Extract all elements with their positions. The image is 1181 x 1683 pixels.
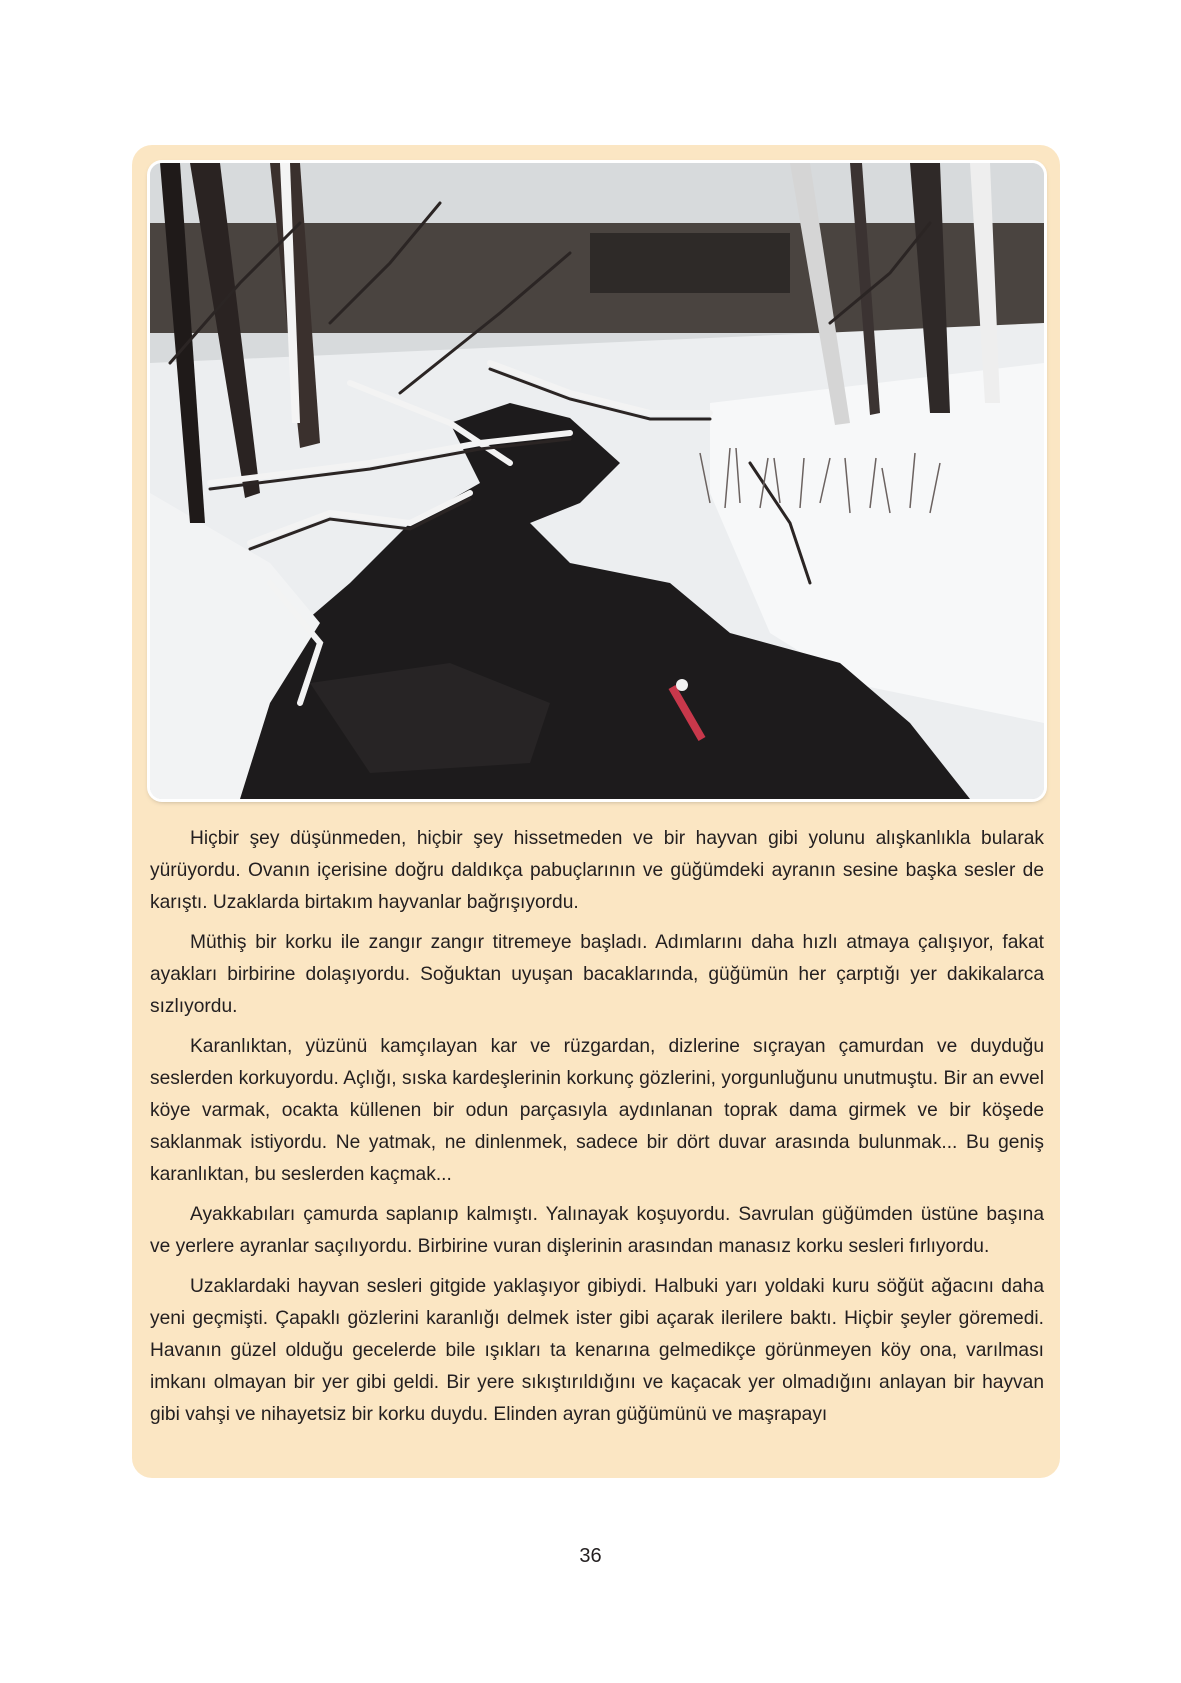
reading-panel [132, 145, 1060, 1478]
paragraph: Uzaklardaki hayvan sesleri gitgide yaklaşıyor gibiydi. Halbuki yarı yoldaki kuru söğüt ağacını daha yeni geçmişti. Çapaklı gözlerini karanlığı delmek ister gibi açarak ilerilere baktı. Hiçbir şeyler göremedi. Havanın güzel olduğu gecelerde bile ışıkları ta kenarına gelmedikçe görünmeyen köy ona, varılması imkanı olmayan bir yer gibi geldi. Bir yere sıkıştırıldığını ve kaçacak yer olmadığını anlayan bir hayvan gibi vahşi ve nihayetsiz bir korku duydu. Elinden ayran güğümünü ve maşrapayı [150, 1276, 1044, 1425]
winter-creek-image [150, 163, 1044, 799]
paragraph: Ayakkabıları çamurda saplanıp kalmıştı. Yalınayak koşuyordu. Savrulan güğümden üstüne başına ve yerlere ayranlar saçılıyordu. Birbirine vuran dişlerinin arasından manasız korku sesleri fırlıyordu. [150, 1204, 1044, 1257]
paragraph: Müthiş bir korku ile zangır zangır titremeye başladı. Adımlarını daha hızlı atmaya çalışıyor, fakat ayakları birbirine dolaşıyordu. Soğuktan uyuşan bacaklarında, güğümün her çarptığı yer dakikalarca sızlıyordu. [150, 932, 1044, 1017]
paragraph: Karanlıktan, yüzünü kamçılayan kar ve rüzgardan, dizlerine sıçrayan çamurdan ve duyduğu seslerden korkuyordu. Açlığı, sıska kardeşlerinin korkunç gözlerini, yorgunluğunu unutmuştu. Bir an evvel köye varmak, ocakta küllenen bir odun parçasıyla aydınlanan toprak dama girmek ve bir köşede saklanmak istiyordu. Ne yatmak, ne dinlenmek, sadece bir dört duvar arasında bulunmak... Bu geniş karanlıktan, bu seslerden kaçmak... [150, 1036, 1044, 1185]
paragraph: Hiçbir şey düşünmeden, hiçbir şey hissetmeden ve bir hayvan gibi yolunu alışkanlıkla bularak yürüyordu. Ovanın içerisine doğru daldıkça pabuçlarının ve güğümdeki ayranın sesine başka sesler de karıştı. Uzaklarda birtakım hayvanlar bağrışıyordu. [150, 828, 1044, 913]
winter-creek-photo [150, 163, 1044, 799]
page-number: 36 [579, 1545, 602, 1567]
story-text [150, 823, 1044, 1439]
